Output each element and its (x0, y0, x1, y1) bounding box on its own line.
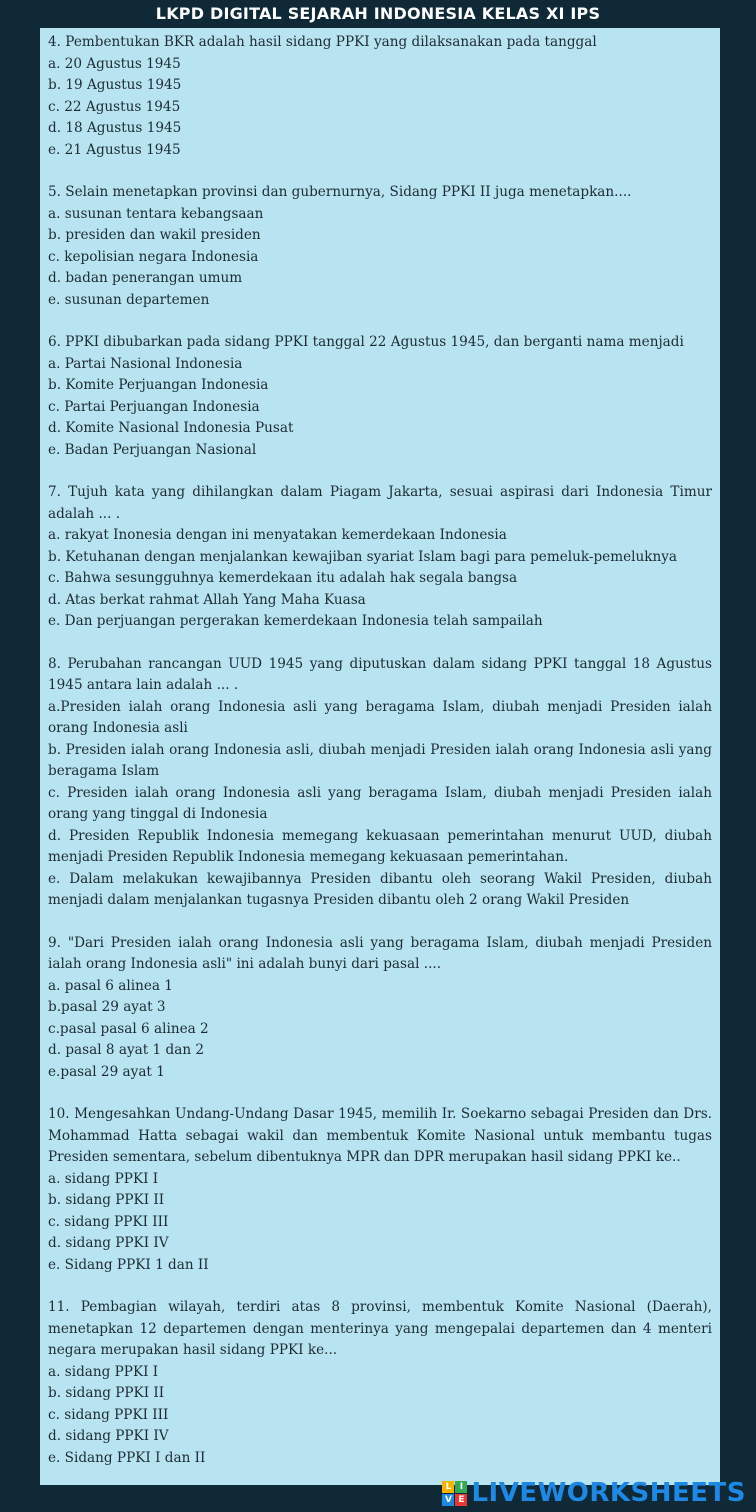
question-block (48, 933, 712, 1084)
question-block (48, 482, 712, 633)
question-spacer (48, 1083, 712, 1104)
answer-option: c. 22 Agustus 1945 (48, 98, 181, 115)
question-block (48, 32, 712, 161)
answer-option: e. Sidang PPKI I dan II (48, 1449, 206, 1466)
answer-option: d. Komite Nasional Indonesia Pusat (48, 420, 294, 436)
answer-option: d. pasal 8 ayat 1 dan 2 (48, 1042, 205, 1058)
answer-option: c. Partai Perjuangan Indonesia (48, 398, 260, 415)
question-text: 8. Perubahan rancangan UUD 1945 yang diputuskan dalam sidang PPKI tanggal 18 Agustus 1945 antara lain adalah ... . (48, 655, 712, 693)
question-text: 9. "Dari Presiden ialah orang Indonesia asli yang beragama Islam, diubah menjadi Presiden ialah orang Indonesia asli" ini adalah bunyi dari pasal .... (48, 934, 712, 972)
answer-option: d. 18 Agustus 1945 (48, 120, 182, 136)
question-text: 10. Mengesahkan Undang-Undang Dasar 1945, memilih Ir. Soekarno sebagai Presiden dan Drs. Mohammad Hatta sebagai wakil dan membentuk Komite Nasional untuk membantu tugas Presiden sementara, sebelum dibentuknya MPR dan DPR merupakan hasil sidang PPKI ke.. (48, 1106, 712, 1165)
question-spacer (48, 1276, 712, 1297)
question-text: 6. PPKI dibubarkan pada sidang PPKI tanggal 22 Agustus 1945, dan berganti nama menjadi (48, 334, 684, 350)
answer-option: c. Bahwa sesungguhnya kemerdekaan itu adalah hak segala bangsa (48, 570, 518, 586)
answer-option: e. susunan departemen (48, 291, 210, 308)
question-text: 11. Pembagian wilayah, terdiri atas 8 provinsi, membentuk Komite Nasional (Daerah), menetapkan 12 departemen dengan menterinya yang mengepalai departemen dan 4 menteri negara merupakan hasil sidang PPKI ke... (48, 1299, 712, 1358)
question-text: 7. Tujuh kata yang dihilangkan dalam Piagam Jakarta, sesuai aspirasi dari Indonesia Timur adalah ... . (48, 484, 712, 522)
answer-option: a. Partai Nasional Indonesia (48, 355, 243, 372)
answer-option: b. 19 Agustus 1945 (48, 77, 182, 93)
answer-option: c. Presiden ialah orang Indonesia asli yang beragama Islam, diubah menjadi Presiden ialah orang yang tinggal di Indonesia (48, 784, 712, 822)
question-block (48, 1297, 712, 1469)
answer-option: a. pasal 6 alinea 1 (48, 977, 173, 994)
question-spacer (48, 633, 712, 654)
answer-option: c. sidang PPKI III (48, 1406, 169, 1423)
answer-option: a. sidang PPKI I (48, 1170, 159, 1187)
answer-option: b. sidang PPKI II (48, 1385, 165, 1401)
answer-option: e. Sidang PPKI 1 dan II (48, 1256, 209, 1273)
question-spacer (48, 311, 712, 332)
answer-option: b. presiden dan wakil presiden (48, 227, 261, 243)
worksheet-title: LKPD DIGITAL SEJARAH INDONESIA KELAS XI IPS (155, 4, 601, 23)
question-spacer (48, 461, 712, 482)
logo-letter: V (442, 1494, 454, 1506)
logo-letter: E (455, 1494, 467, 1506)
answer-option: a. sidang PPKI I (48, 1363, 159, 1380)
answer-option: e. Badan Perjuangan Nasional (48, 441, 257, 458)
answer-option: b.pasal 29 ayat 3 (48, 999, 166, 1015)
question-spacer (48, 161, 712, 182)
question-text: 4. Pembentukan BKR adalah hasil sidang PPKI yang dilaksanakan pada tanggal (48, 34, 597, 50)
answer-option: d. Presiden Republik Indonesia memegang kekuasaan pemerintahan menurut UUD, diubah menjadi Presiden Republik Indonesia memegang kekuasaan pemerintahan. (48, 827, 712, 865)
answer-option: b. Ketuhanan dengan menjalankan kewajiban syariat Islam bagi para pemeluk-pemeluknya (48, 548, 678, 565)
answer-option: d. sidang PPKI IV (48, 1428, 169, 1444)
answer-option: c.pasal pasal 6 alinea 2 (48, 1020, 209, 1037)
question-block (48, 1104, 712, 1276)
answer-option: e. Dalam melakukan kewajibannya Presiden dibantu oleh seorang Wakil Presiden, diubah menjadi dalam menjalankan tugasnya Presiden dibantu oleh 2 orang Wakil Presiden (48, 870, 712, 908)
answer-option: a. susunan tentara kebangsaan (48, 205, 264, 222)
answer-option: a. 20 Agustus 1945 (48, 55, 181, 72)
answer-option: b. sidang PPKI II (48, 1192, 165, 1208)
question-text: 5. Selain menetapkan provinsi dan gubernurnya, Sidang PPKI II juga menetapkan.... (48, 184, 632, 200)
answer-option: e. Dan perjuangan pergerakan kemerdekaan Indonesia telah sampailah (48, 613, 543, 629)
answer-option: a.Presiden ialah orang Indonesia asli yang beragama Islam, diubah menjadi Presiden ialah orang Indonesia asli (48, 698, 712, 736)
answer-option: d. badan penerangan umum (48, 270, 243, 286)
answer-option: e. 21 Agustus 1945 (48, 141, 181, 158)
answer-option: c. kepolisian negara Indonesia (48, 248, 259, 265)
answer-option: d. Atas berkat rahmat Allah Yang Maha Kuasa (48, 591, 366, 608)
answer-option: e.pasal 29 ayat 1 (48, 1063, 165, 1080)
question-spacer (48, 912, 712, 933)
answer-option: b. Presiden ialah orang Indonesia asli, diubah menjadi Presiden ialah orang Indonesia asli yang beragama Islam (48, 741, 712, 779)
answer-option: a. rakyat Inonesia dengan ini menyatakan kemerdekaan Indonesia (48, 527, 507, 543)
liveworksheets-logo-icon (442, 1481, 467, 1506)
logo-letter: I (455, 1481, 467, 1493)
question-block (48, 654, 712, 912)
answer-option: d. sidang PPKI IV (48, 1235, 169, 1251)
worksheet-content (40, 28, 720, 1485)
question-block (48, 182, 712, 311)
liveworksheets-wordmark: LIVEWORKSHEETS (471, 1478, 746, 1508)
liveworksheets-logo (442, 1478, 746, 1508)
logo-letter: L (442, 1481, 454, 1493)
answer-option: c. sidang PPKI III (48, 1213, 169, 1230)
answer-option: b. Komite Perjuangan Indonesia (48, 377, 269, 393)
question-block (48, 332, 712, 461)
